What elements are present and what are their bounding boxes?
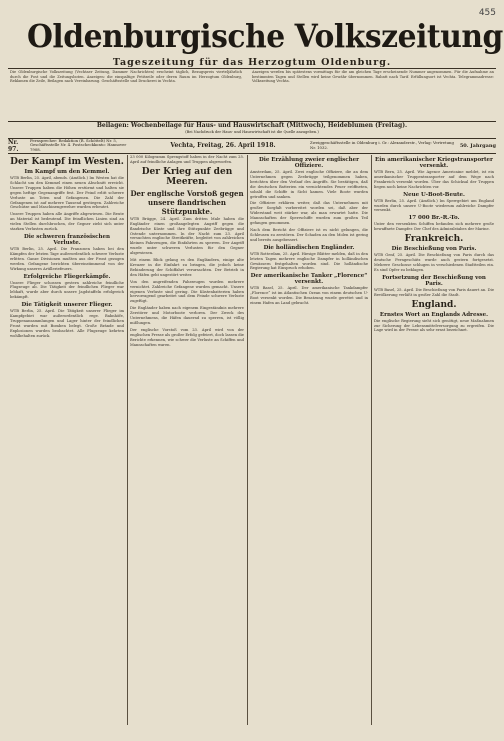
branch-office-info: Zweiggeschäftsstelle in Oldenburg i. Gr.: Alexanderstr., Verlag: Vertretung Nr. 1032.	[310, 140, 454, 150]
column-divider	[247, 155, 248, 725]
column-1	[10, 155, 124, 725]
page-number: 455	[478, 8, 496, 18]
supplements-line: Beilagen: Wochenbeilage für Haus- und Hauswirtschaft (Mittwoch), Heideblumen (Freitag).	[96, 122, 408, 129]
article-headline: Ein amerikanischer Kriegstransporter versenkt.	[375, 157, 493, 169]
dateline	[8, 139, 496, 152]
column-3	[250, 155, 368, 725]
article-text: Von den angreifenden Fahrzeugen wurden mehrere vernichtet. Zahlreiche Gefangene wurden gemacht. Unsere eigenen Verluste sind gering. Die Küstenbatterien haben hervorragend gearbeitet und dem Feinde schwere Verluste zugefügt.	[130, 279, 244, 304]
column-2	[130, 155, 244, 725]
article-text: WTB Basel, 25. April. Die Beschießung von Paris dauert an. Die Bevölkerung verläßt in großer Zahl die Stadt.	[374, 287, 494, 297]
article-headline: Der amerikanische Tanker „Florence“ versenkt.	[250, 273, 368, 286]
article-text: Unsere Flieger schossen gestern zahlreiche feindliche Flugzeuge ab. Die Tätigkeit der feindlichen Flieger war lebhaft, wurde aber durch unsere Jagdstaffeln erfolgreich bekämpft.	[10, 280, 124, 300]
article-headline: Frankreich.	[404, 234, 464, 245]
article-headline: Neue U-Boot-Beute.	[403, 191, 465, 198]
column-divider	[127, 155, 128, 725]
article-headline: Der englische Vorstoß gegen unsere flandrischen Stützpunkte.	[130, 188, 244, 216]
article-headline: England.	[411, 299, 457, 310]
article-headline: Der Kampf im Westen.	[10, 157, 124, 167]
advertising-info-box: Anzeigen werden bis spätestens vormittags für die am gleichen Tage erscheinende Nummer angenommen. Für die Aufnahme an bestimmten Tagen und Stellen wird keine Gewähr übernommen. Rabatt nach Tarif. Erfüllungsort ist Vechta. Telegrammadresse: Volkszeitung Vechta.	[252, 70, 494, 84]
subscription-info-box: Die Oldenburgische Volkszeitung (Vechtaer Zeitung, Dammer Nachrichten) erscheint täglich, Bezugspreis vierteljährlich durch die Post und die Zeitungsboten. Anzeigen: die einspaltige Petitzeile oder deren Raum im Herzogtum Oldenburg, Reklamen die Zeile, Beilagen nach Vereinbarung. Geschäftsstelle und Druckerei in Vechta.	[10, 70, 242, 84]
article-text: Mit einem Blick gelang es den Engländern, einige alte Kreuzer in die Einfahrt zu bringen, die jedoch keine Behinderung der Schiffahrt verursachten. Der Betrieb in den Häfen geht ungestört weiter.	[130, 258, 244, 277]
article-headline: Die holländischen Engländer.	[263, 244, 355, 251]
article-text: Unter den versenkten Schiffen befanden sich mehrere große bewaffnete Dampfer. Der Chef des Admiralstabes der Marine.	[374, 222, 494, 232]
article-headline: Erfolgreiche Fliegerkämpfe.	[23, 273, 111, 280]
issue-number: Nr. 97.	[8, 138, 19, 153]
volume-year: 50. Jahrgang	[459, 142, 496, 149]
newspaper-masthead: Oldenburgische Volkszeitung	[26, 17, 503, 55]
supplements-note: (Bei Nachdruck der Haus- und Hauswirtschaft ist die Quelle anzugeben.)	[185, 130, 319, 134]
dateline-bottom-rule	[8, 153, 496, 154]
article-text: WTB Bern, 25. April. Wie Agence Americaine meldet, ist ein amerikanischer Truppentransporter auf dem Wege nach Frankreich versenkt worden. Über das Schicksal der Truppen liegen noch keine Nachrichten vor.	[374, 170, 494, 189]
article-headline: Die schweren französischen Verluste.	[23, 233, 110, 246]
article-headline: Die Tätigkeit unserer Flieger.	[21, 302, 113, 309]
column-divider	[371, 155, 372, 725]
article-text: WTB Brügge, 24. April. Zum dritten Male haben die Engländer einen großangelegten Angriff gegen die flandrische Küste und ihre Stützpunkte Zeebrügge und Ostende unternommen. In der Nacht zum 23. April versuchten englische Streitkräfte, begleitet von zahlreichen kleinen Fahrzeugen, die Einfahrten zu sperren. Der Angriff wurde unter schweren Verlusten für den Gegner abgewiesen.	[130, 216, 244, 256]
column-4	[374, 155, 494, 725]
article-text: Unsere Truppen haben alle Angriffe abgewiesen. Die Beute an Material ist bedeutend. Die feindlichen Linien sind an vielen Stellen durchbrochen, der Gegner zieht sich unter starken Verlusten zurück.	[10, 212, 124, 232]
article-headline: Im Kampf um den Kemmel.	[24, 169, 110, 175]
article-text: Der englische Vorstoß vom 23. April wird von der englischen Presse als großer Erfolg gefeiert, doch lassen die Berichte erkennen, wie schwer die Verluste an Schiffen und Mannschaften waren.	[130, 327, 244, 347]
article-text: WTB Berlin, 25. April. Die Tätigkeit unserer Flieger im Kampfgebiet war außerordentlich rege. Bahnhöfe, Truppenansammlungen und Lager hinter der feindlichen Front wurden mit Bomben belegt. Große Brände und Explosionen wurden beobachtet. Alle Flugzeuge kehrten wohlbehalten zurück.	[10, 309, 124, 338]
article-text: WTB Berlin, 25. April. (Amtlich.) Im Sperrgebiet um England wurden durch unsere U-Boote wiederum zahlreiche Dampfer versenkt.	[374, 198, 494, 213]
article-text: 23 000 Kilogramm Sprengstoff haben in der Nacht zum 25. April auf feindliche Anlagen und Truppen abgeworfen.	[130, 155, 244, 164]
article-headline: Der Krieg auf den Meeren.	[141, 166, 233, 187]
article-headline: Fortsetzung der Beschießung von Paris.	[382, 274, 486, 287]
article-text: WTB Genf, 25. April. Die Beschießung von Paris durch das deutsche Ferngeschütz wurde auch gestern fortgesetzt. Mehrere Geschosse schlugen in verschiedenen Stadtteilen ein. Es sind Opfer zu beklagen.	[374, 253, 494, 272]
newspaper-subtitle: Tageszeitung für das Herzogtum Oldenburg.	[112, 57, 392, 68]
article-text: WTB Rotterdam, 25. April. Hiesige Blätter melden, daß in den letzten Tagen mehrere englische Dampfer in holländischen Gewässern festgehalten worden sind. Die holländische Regierung hat Einspruch erhoben.	[250, 251, 368, 271]
issue-date: Vechta, Freitag, 26. April 1918.	[170, 142, 276, 149]
article-text: Die Engländer haben nach eigenem Eingeständnis mehrere Zerstörer und Motorboote verloren. Der Zweck des Unternehmens, die Häfen dauernd zu sperren, ist völlig mißlungen.	[130, 306, 244, 325]
masthead-rule	[8, 68, 496, 69]
article-headline: Ernstes Wort an Englands Adresse.	[379, 311, 489, 318]
article-headline: Die Beschießung von Paris.	[391, 246, 477, 253]
article-text: WTB Basel, 25. April. Der amerikanische Tankdampfer „Florence“ ist im Atlantischen Ozean von einem deutschen U-Boot versenkt worden. Die Besatzung wurde gerettet und in einem Hafen an Land gebracht.	[250, 286, 368, 306]
article-text: WTB Berlin, 25. April. Die Franzosen haben bei den Kämpfen der letzten Tage außerordentlich schwere Verluste erlitten. Ganze Divisionen mußten aus der Front gezogen werden. Gefangene berichten übereinstimmend von der Wirkung unseres Artilleriefeuers.	[10, 246, 124, 271]
article-text: Amsterdam, 25. April. Zwei englische Offiziere, die an dem Unternehmen gegen Zeebrügge teilgenommen haben, berichten über den Verlauf des Angriffs. Sie bestätigen, daß die deutschen Batterien ein vernichtendes Feuer eröffneten, sobald die Schiffe in Sicht kamen. Viele Boote wurden getroffen und sanken.	[250, 170, 368, 199]
article-headline: Die Erzählung zweier englischer Offiziere.	[258, 157, 360, 169]
phone-info: Fernsprecher: Redaktion (R. Schöttelt) Nr. 5, Geschäftsstelle Nr. 4. Postscheckkonto: Hannover 7908.	[30, 138, 127, 152]
article-text: WTB Berlin, 25. April, abends. (Amtlich.) Im Westen hat die Schlacht um den Kemmel einen neuen Abschnitt erreicht. Unsere Truppen haben die Höhen erstürmt und halten sie gegen heftige Gegenangriffe fest. Der Feind erlitt schwere Verluste an Toten und Gefangenen. Die Zahl der Gefangenen ist auf mehrere Tausend gestiegen. Zahlreiche Geschütze und Maschinengewehre wurden erbeutet.	[10, 176, 124, 210]
article-text: Die Offiziere erklären weiter, daß das Unternehmen mit großer Sorgfalt vorbereitet worden sei, daß aber der Widerstand weit stärker war, als man erwartet hatte. Die Mannschaften der Sperrschiffe wurden zum großen Teil gefangen genommen.	[250, 201, 368, 226]
article-text: Nach dem Bericht der Offiziere ist es nicht gelungen, die Schleusen zu zerstören. Der Schaden an den Molen ist gering und bereits ausgebessert.	[250, 227, 368, 242]
article-headline: 17 000 Br.-R.-To.	[408, 215, 460, 222]
article-text: Die englische Regierung sieht sich genötigt, neue Maßnahmen zur Sicherung der Lebensmittelversorgung zu ergreifen. Die Lage wird in der Presse als sehr ernst bezeichnet.	[374, 318, 494, 333]
